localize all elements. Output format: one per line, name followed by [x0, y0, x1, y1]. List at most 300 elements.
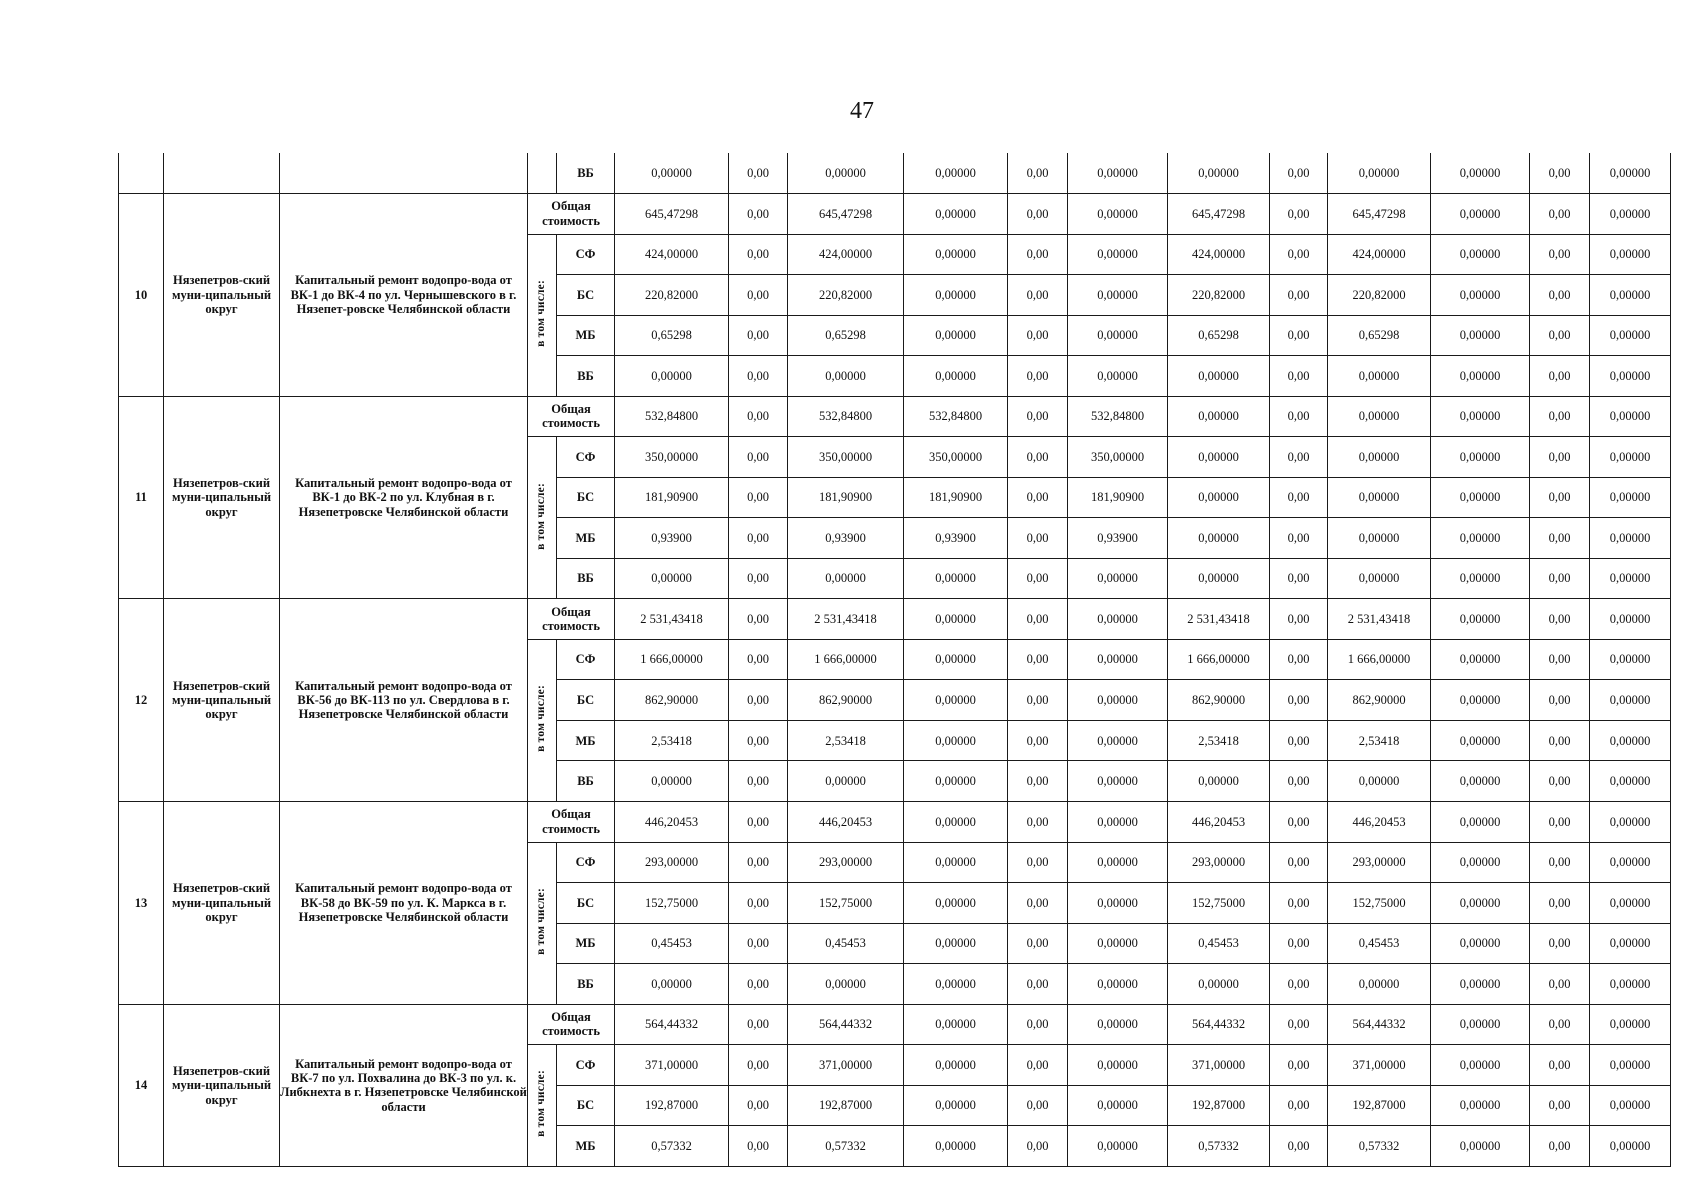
value-cell: 0,00000 — [1328, 356, 1431, 397]
value-cell: 0,00 — [1270, 923, 1328, 964]
value-cell: 0,00000 — [1431, 396, 1530, 437]
value-cell: 0,00000 — [1431, 680, 1530, 721]
value-cell: 0,00 — [1270, 234, 1328, 275]
value-cell: 0,00 — [1530, 194, 1590, 235]
value-cell: 0,00000 — [1431, 315, 1530, 356]
value-cell: 371,00000 — [1328, 1045, 1431, 1086]
value-cell: 0,00000 — [1590, 883, 1671, 924]
funding-source: БС — [557, 275, 615, 316]
value-cell: 0,00 — [1008, 680, 1068, 721]
value-cell: 0,00 — [729, 1126, 788, 1167]
value-cell: 0,00000 — [1590, 234, 1671, 275]
value-cell: 0,00000 — [1590, 518, 1671, 559]
including-label: в том числе: — [535, 1070, 548, 1138]
value-cell: 0,00000 — [1590, 1126, 1671, 1167]
value-cell: 0,00000 — [1431, 599, 1530, 640]
value-cell: 0,00 — [729, 275, 788, 316]
value-cell: 350,00000 — [1068, 437, 1168, 478]
value-cell: 0,00 — [1270, 720, 1328, 761]
value-cell: 0,00000 — [1068, 883, 1168, 924]
value-cell: 2 531,43418 — [1328, 599, 1431, 640]
value-cell: 0,00 — [1008, 477, 1068, 518]
value-cell: 0,00000 — [1068, 234, 1168, 275]
value-cell: 0,00 — [729, 153, 788, 194]
value-cell: 0,00 — [1008, 315, 1068, 356]
value-cell: 0,00000 — [788, 558, 904, 599]
value-cell: 0,00000 — [1068, 153, 1168, 194]
district-name: Нязепетров-ский муни-ципальный округ — [164, 802, 280, 1005]
total-cost-label: Общая стоимость — [528, 802, 615, 843]
value-cell: 2 531,43418 — [615, 599, 729, 640]
value-cell: 0,00 — [1530, 518, 1590, 559]
including-label: в том числе: — [535, 685, 548, 753]
funding-source: СФ — [557, 437, 615, 478]
funding-source: БС — [557, 883, 615, 924]
value-cell: 0,00000 — [1590, 761, 1671, 802]
value-cell: 0,00000 — [1431, 437, 1530, 478]
value-cell: 0,00000 — [1168, 356, 1270, 397]
value-cell: 0,00000 — [1431, 761, 1530, 802]
value-cell: 0,00 — [1008, 923, 1068, 964]
value-cell: 0,00000 — [1431, 883, 1530, 924]
value-cell: 0,00000 — [1068, 558, 1168, 599]
district-name: Нязепетров-ский муни-ципальный округ — [164, 599, 280, 802]
value-cell: 0,00000 — [1168, 964, 1270, 1005]
value-cell: 0,00 — [729, 1045, 788, 1086]
value-cell: 0,00000 — [904, 275, 1008, 316]
value-cell: 0,00 — [1530, 761, 1590, 802]
empty-cell — [119, 153, 164, 194]
value-cell: 0,00 — [729, 1004, 788, 1045]
value-cell: 0,00 — [1008, 761, 1068, 802]
value-cell: 0,00000 — [1590, 923, 1671, 964]
funding-source: БС — [557, 477, 615, 518]
value-cell: 0,00 — [1530, 356, 1590, 397]
value-cell: 371,00000 — [615, 1045, 729, 1086]
value-cell: 0,00 — [729, 234, 788, 275]
value-cell: 0,00 — [1008, 275, 1068, 316]
value-cell: 0,93900 — [615, 518, 729, 559]
value-cell: 2,53418 — [788, 720, 904, 761]
value-cell: 1 666,00000 — [1328, 639, 1431, 680]
value-cell: 0,45453 — [788, 923, 904, 964]
funding-source: СФ — [557, 842, 615, 883]
value-cell: 0,00000 — [1068, 275, 1168, 316]
value-cell: 446,20453 — [1168, 802, 1270, 843]
value-cell: 0,00000 — [1328, 396, 1431, 437]
value-cell: 0,57332 — [1328, 1126, 1431, 1167]
value-cell: 0,00 — [729, 356, 788, 397]
value-cell: 0,00 — [1530, 680, 1590, 721]
value-cell: 0,00000 — [615, 964, 729, 1005]
value-cell: 0,00000 — [1431, 194, 1530, 235]
value-cell: 1 666,00000 — [788, 639, 904, 680]
value-cell: 0,00000 — [1328, 518, 1431, 559]
value-cell: 0,00000 — [1068, 923, 1168, 964]
project-description: Капитальный ремонт водопро-вода от ВК-56 до ВК-113 по ул. Свердлова в г. Нязепетровске Челябинской области — [280, 599, 528, 802]
total-cost-label: Общая стоимость — [528, 599, 615, 640]
value-cell: 564,44332 — [788, 1004, 904, 1045]
project-description: Капитальный ремонт водопро-вода от ВК-1 до ВК-4 по ул. Чернышевского в г. Нязепет-ровске Челябинской области — [280, 194, 528, 397]
value-cell: 0,00 — [729, 518, 788, 559]
value-cell: 0,00000 — [904, 923, 1008, 964]
value-cell: 192,87000 — [788, 1085, 904, 1126]
value-cell: 0,00 — [729, 802, 788, 843]
value-cell: 0,45453 — [1328, 923, 1431, 964]
value-cell: 645,47298 — [1328, 194, 1431, 235]
value-cell: 0,00000 — [1068, 356, 1168, 397]
value-cell: 0,00000 — [1590, 194, 1671, 235]
value-cell: 0,00 — [1270, 1004, 1328, 1045]
table-body — [119, 153, 1671, 1167]
value-cell: 0,00 — [1530, 1126, 1590, 1167]
value-cell: 293,00000 — [788, 842, 904, 883]
value-cell: 0,00000 — [788, 356, 904, 397]
value-cell: 0,00 — [729, 842, 788, 883]
value-cell: 424,00000 — [1328, 234, 1431, 275]
value-cell: 220,82000 — [615, 275, 729, 316]
value-cell: 0,00 — [1530, 1045, 1590, 1086]
value-cell: 0,00 — [1270, 315, 1328, 356]
value-cell: 0,00 — [729, 1085, 788, 1126]
value-cell: 0,00000 — [1431, 720, 1530, 761]
value-cell: 0,00000 — [904, 1126, 1008, 1167]
value-cell: 0,00000 — [1590, 842, 1671, 883]
value-cell: 0,00000 — [1431, 923, 1530, 964]
value-cell: 0,00000 — [1431, 1126, 1530, 1167]
funding-source: БС — [557, 680, 615, 721]
value-cell: 0,00000 — [1431, 1004, 1530, 1045]
row-number: 11 — [119, 396, 164, 599]
value-cell: 0,00 — [1008, 1045, 1068, 1086]
funding-source: МБ — [557, 518, 615, 559]
value-cell: 0,00000 — [904, 842, 1008, 883]
value-cell: 0,00 — [1530, 639, 1590, 680]
value-cell: 0,00000 — [1431, 639, 1530, 680]
value-cell: 0,00000 — [904, 883, 1008, 924]
including-label-cell — [528, 639, 557, 801]
value-cell: 0,00 — [1008, 234, 1068, 275]
value-cell: 0,00 — [1008, 639, 1068, 680]
value-cell: 0,00000 — [904, 720, 1008, 761]
value-cell: 0,00000 — [1590, 396, 1671, 437]
value-cell: 0,00000 — [1431, 1045, 1530, 1086]
value-cell: 0,00000 — [615, 153, 729, 194]
empty-cell — [528, 153, 557, 194]
value-cell: 564,44332 — [615, 1004, 729, 1045]
funding-source: ВБ — [557, 153, 615, 194]
value-cell: 0,00000 — [1590, 964, 1671, 1005]
value-cell: 0,00000 — [904, 356, 1008, 397]
value-cell: 0,00000 — [1068, 842, 1168, 883]
value-cell: 0,00000 — [1431, 153, 1530, 194]
value-cell: 0,00000 — [1068, 315, 1168, 356]
value-cell: 0,00000 — [615, 356, 729, 397]
value-cell: 0,00 — [1270, 639, 1328, 680]
value-cell: 0,00 — [1008, 1085, 1068, 1126]
value-cell: 181,90900 — [788, 477, 904, 518]
value-cell: 0,00 — [1008, 437, 1068, 478]
value-cell: 1 666,00000 — [615, 639, 729, 680]
total-cost-label: Общая стоимость — [528, 396, 615, 437]
budget-table — [118, 153, 1671, 1167]
table-row — [119, 153, 1671, 194]
page-number: 47 — [850, 98, 874, 124]
value-cell: 0,00000 — [904, 1004, 1008, 1045]
value-cell: 0,00 — [1270, 153, 1328, 194]
funding-source: МБ — [557, 720, 615, 761]
value-cell: 0,00 — [729, 883, 788, 924]
value-cell: 0,00000 — [1590, 477, 1671, 518]
value-cell: 0,00000 — [1590, 356, 1671, 397]
value-cell: 0,00000 — [1590, 275, 1671, 316]
value-cell: 446,20453 — [1328, 802, 1431, 843]
value-cell: 0,00 — [1530, 437, 1590, 478]
value-cell: 0,93900 — [788, 518, 904, 559]
value-cell: 0,00000 — [1590, 802, 1671, 843]
value-cell: 0,00 — [1270, 883, 1328, 924]
value-cell: 2,53418 — [1168, 720, 1270, 761]
value-cell: 192,87000 — [1328, 1085, 1431, 1126]
value-cell: 0,00000 — [1068, 964, 1168, 1005]
value-cell: 0,00000 — [904, 964, 1008, 1005]
value-cell: 0,00000 — [1328, 761, 1431, 802]
total-cost-label: Общая стоимость — [528, 1004, 615, 1045]
value-cell: 0,00000 — [904, 234, 1008, 275]
value-cell: 0,00 — [1530, 275, 1590, 316]
value-cell: 0,00000 — [1590, 1085, 1671, 1126]
value-cell: 0,00000 — [1431, 477, 1530, 518]
value-cell: 350,00000 — [788, 437, 904, 478]
value-cell: 0,00000 — [1068, 1004, 1168, 1045]
value-cell: 0,00 — [1008, 558, 1068, 599]
value-cell: 645,47298 — [1168, 194, 1270, 235]
value-cell: 0,00 — [1530, 883, 1590, 924]
value-cell: 0,00000 — [1590, 639, 1671, 680]
including-label: в том числе: — [535, 482, 548, 550]
value-cell: 0,00000 — [904, 599, 1008, 640]
value-cell: 220,82000 — [1328, 275, 1431, 316]
value-cell: 0,00000 — [1068, 680, 1168, 721]
value-cell: 862,90000 — [788, 680, 904, 721]
value-cell: 0,00000 — [1590, 720, 1671, 761]
value-cell: 0,00 — [1530, 842, 1590, 883]
value-cell: 532,84800 — [904, 396, 1008, 437]
district-name: Нязепетров-ский муни-ципальный округ — [164, 1004, 280, 1166]
value-cell: 350,00000 — [904, 437, 1008, 478]
value-cell: 152,75000 — [1168, 883, 1270, 924]
value-cell: 0,00000 — [1068, 1085, 1168, 1126]
value-cell: 0,57332 — [1168, 1126, 1270, 1167]
value-cell: 0,65298 — [788, 315, 904, 356]
value-cell: 0,00 — [1008, 356, 1068, 397]
funding-source: ВБ — [557, 558, 615, 599]
value-cell: 0,00 — [1270, 356, 1328, 397]
value-cell: 293,00000 — [1168, 842, 1270, 883]
value-cell: 0,00000 — [1068, 761, 1168, 802]
value-cell: 446,20453 — [788, 802, 904, 843]
funding-source: МБ — [557, 923, 615, 964]
value-cell: 0,00000 — [904, 802, 1008, 843]
value-cell: 192,87000 — [615, 1085, 729, 1126]
project-description: Капитальный ремонт водопро-вода от ВК-1 до ВК-2 по ул. Клубная в г. Нязепетровске Челябинской области — [280, 396, 528, 599]
value-cell: 0,00000 — [788, 153, 904, 194]
value-cell: 0,00 — [1270, 518, 1328, 559]
value-cell: 532,84800 — [788, 396, 904, 437]
value-cell: 0,00 — [1530, 234, 1590, 275]
value-cell: 2 531,43418 — [788, 599, 904, 640]
funding-source: ВБ — [557, 964, 615, 1005]
value-cell: 0,00 — [1008, 396, 1068, 437]
value-cell: 0,00000 — [904, 1085, 1008, 1126]
value-cell: 0,00 — [729, 477, 788, 518]
value-cell: 0,00 — [1008, 802, 1068, 843]
value-cell: 350,00000 — [615, 437, 729, 478]
project-description: Капитальный ремонт водопро-вода от ВК-58 до ВК-59 по ул. К. Маркса в г. Нязепетровске Челябинской области — [280, 802, 528, 1005]
value-cell: 2,53418 — [615, 720, 729, 761]
value-cell: 0,00 — [1008, 153, 1068, 194]
value-cell: 371,00000 — [1168, 1045, 1270, 1086]
value-cell: 0,00 — [1008, 599, 1068, 640]
value-cell: 0,00000 — [615, 761, 729, 802]
value-cell: 0,00000 — [1431, 356, 1530, 397]
value-cell: 0,00000 — [1328, 964, 1431, 1005]
value-cell: 0,00 — [1530, 153, 1590, 194]
value-cell: 0,00 — [1530, 558, 1590, 599]
value-cell: 0,00 — [1270, 599, 1328, 640]
empty-cell — [164, 153, 280, 194]
value-cell: 1 666,00000 — [1168, 639, 1270, 680]
row-number: 10 — [119, 194, 164, 397]
district-name: Нязепетров-ский муни-ципальный округ — [164, 396, 280, 599]
value-cell: 0,00 — [1530, 1085, 1590, 1126]
value-cell: 0,00000 — [1168, 477, 1270, 518]
value-cell: 220,82000 — [788, 275, 904, 316]
table-row — [119, 194, 1671, 235]
value-cell: 0,00000 — [1168, 761, 1270, 802]
value-cell: 0,00 — [1530, 599, 1590, 640]
value-cell: 0,00000 — [1168, 518, 1270, 559]
value-cell: 0,00 — [729, 761, 788, 802]
value-cell: 532,84800 — [615, 396, 729, 437]
table-row — [119, 396, 1671, 437]
total-cost-label: Общая стоимость — [528, 194, 615, 235]
value-cell: 0,00 — [1008, 964, 1068, 1005]
value-cell: 0,00 — [1008, 1126, 1068, 1167]
value-cell: 424,00000 — [1168, 234, 1270, 275]
value-cell: 0,93900 — [904, 518, 1008, 559]
value-cell: 0,00000 — [1431, 1085, 1530, 1126]
value-cell: 0,00 — [729, 437, 788, 478]
project-description: Капитальный ремонт водопро-вода от ВК-7 по ул. Похвалина до ВК-3 по ул. к. Либкнехта в г. Нязепетровске Челябинской области — [280, 1004, 528, 1166]
value-cell: 0,00 — [1530, 396, 1590, 437]
value-cell: 0,57332 — [788, 1126, 904, 1167]
value-cell: 424,00000 — [615, 234, 729, 275]
value-cell: 0,57332 — [615, 1126, 729, 1167]
including-label: в том числе: — [535, 887, 548, 955]
value-cell: 192,87000 — [1168, 1085, 1270, 1126]
value-cell: 0,00 — [1270, 680, 1328, 721]
value-cell: 0,00 — [1270, 964, 1328, 1005]
value-cell: 0,00000 — [1068, 639, 1168, 680]
value-cell: 0,00000 — [904, 153, 1008, 194]
value-cell: 862,90000 — [1328, 680, 1431, 721]
value-cell: 446,20453 — [615, 802, 729, 843]
row-number: 14 — [119, 1004, 164, 1166]
value-cell: 181,90900 — [615, 477, 729, 518]
value-cell: 0,00 — [1270, 477, 1328, 518]
value-cell: 0,00 — [1008, 194, 1068, 235]
value-cell: 0,00 — [729, 639, 788, 680]
value-cell: 0,00000 — [1431, 802, 1530, 843]
value-cell: 152,75000 — [788, 883, 904, 924]
value-cell: 2 531,43418 — [1168, 599, 1270, 640]
funding-source: СФ — [557, 639, 615, 680]
value-cell: 0,00000 — [1168, 437, 1270, 478]
value-cell: 0,00000 — [1328, 477, 1431, 518]
value-cell: 0,00000 — [1431, 518, 1530, 559]
value-cell: 0,00 — [729, 194, 788, 235]
value-cell: 0,00 — [729, 923, 788, 964]
value-cell: 645,47298 — [615, 194, 729, 235]
value-cell: 0,00 — [729, 599, 788, 640]
value-cell: 0,00000 — [904, 680, 1008, 721]
value-cell: 0,93900 — [1068, 518, 1168, 559]
value-cell: 0,00000 — [1328, 437, 1431, 478]
value-cell: 152,75000 — [615, 883, 729, 924]
value-cell: 0,00000 — [1590, 153, 1671, 194]
value-cell: 0,00000 — [1431, 234, 1530, 275]
value-cell: 0,00000 — [1168, 558, 1270, 599]
value-cell: 0,65298 — [1328, 315, 1431, 356]
value-cell: 0,00000 — [904, 558, 1008, 599]
value-cell: 0,00000 — [1590, 1004, 1671, 1045]
value-cell: 862,90000 — [1168, 680, 1270, 721]
including-label: в том числе: — [535, 280, 548, 347]
value-cell: 0,00 — [1530, 1004, 1590, 1045]
value-cell: 0,00 — [729, 720, 788, 761]
value-cell: 0,45453 — [615, 923, 729, 964]
value-cell: 0,00 — [1270, 275, 1328, 316]
value-cell: 424,00000 — [788, 234, 904, 275]
row-number: 13 — [119, 802, 164, 1005]
value-cell: 0,00000 — [1590, 680, 1671, 721]
funding-source: МБ — [557, 1126, 615, 1167]
value-cell: 564,44332 — [1328, 1004, 1431, 1045]
value-cell: 0,00 — [729, 558, 788, 599]
value-cell: 0,00 — [1270, 396, 1328, 437]
value-cell: 293,00000 — [1328, 842, 1431, 883]
value-cell: 0,00 — [1530, 315, 1590, 356]
value-cell: 0,00 — [1270, 194, 1328, 235]
district-name: Нязепетров-ский муни-ципальный округ — [164, 194, 280, 397]
value-cell: 0,00000 — [1431, 842, 1530, 883]
value-cell: 0,00 — [1008, 842, 1068, 883]
value-cell: 0,00000 — [904, 761, 1008, 802]
value-cell: 0,00000 — [1328, 153, 1431, 194]
table-row — [119, 599, 1671, 640]
table-row — [119, 802, 1671, 843]
value-cell: 0,00000 — [904, 194, 1008, 235]
value-cell: 0,00 — [1008, 883, 1068, 924]
value-cell: 0,00 — [1530, 964, 1590, 1005]
value-cell: 0,00 — [1530, 802, 1590, 843]
value-cell: 0,00000 — [615, 558, 729, 599]
value-cell: 181,90900 — [904, 477, 1008, 518]
value-cell: 0,00 — [1270, 842, 1328, 883]
value-cell: 0,00000 — [1068, 1126, 1168, 1167]
value-cell: 0,00000 — [788, 964, 904, 1005]
